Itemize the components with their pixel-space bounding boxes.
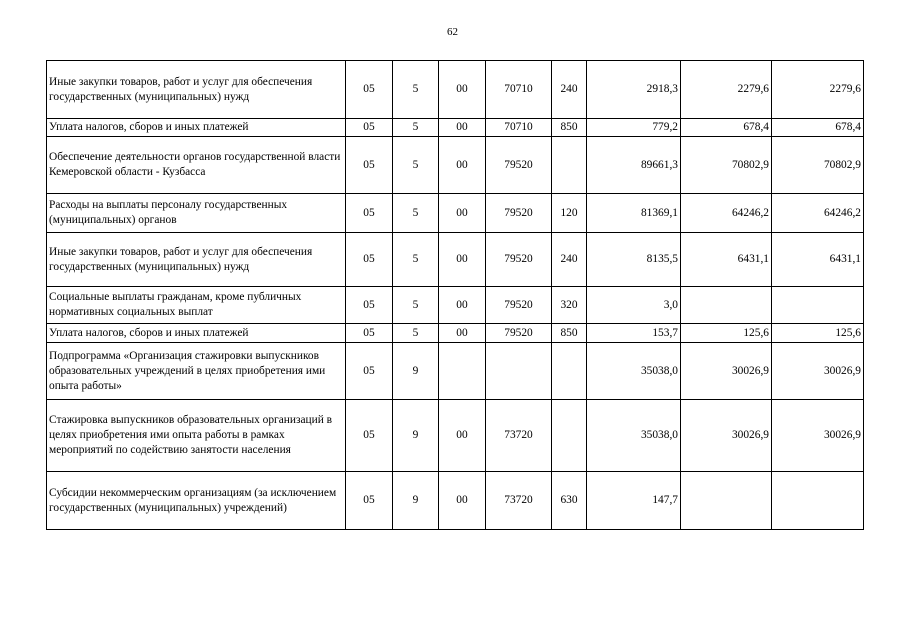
cell-value-1: 147,7: [587, 472, 681, 530]
cell-section: 05: [346, 194, 393, 233]
cell-name: Стажировка выпускников образовательных организаций в целях приобретения ими опыта работы в рамках мероприятий по содействию занятости населения: [47, 400, 346, 472]
cell-expense-type: [552, 137, 587, 194]
cell-value-3: 6431,1: [772, 233, 864, 287]
cell-section: 05: [346, 472, 393, 530]
page-number: 62: [447, 26, 458, 38]
cell-program: 00: [439, 287, 486, 324]
cell-target: 79520: [486, 287, 552, 324]
cell-value-3: 125,6: [772, 324, 864, 343]
cell-section: 05: [346, 324, 393, 343]
cell-subsection: 9: [393, 472, 439, 530]
cell-name: Уплата налогов, сборов и иных платежей: [47, 119, 346, 137]
cell-subsection: 9: [393, 343, 439, 400]
cell-program: 00: [439, 324, 486, 343]
cell-section: 05: [346, 343, 393, 400]
cell-target: 79520: [486, 324, 552, 343]
table-row: [47, 324, 864, 343]
cell-value-2: 678,4: [681, 119, 772, 137]
cell-name: Иные закупки товаров, работ и услуг для обеспечения государственных (муниципальных) нужд: [47, 233, 346, 287]
table-row: [47, 61, 864, 119]
cell-value-3: 678,4: [772, 119, 864, 137]
table-row: [47, 472, 864, 530]
cell-name: Социальные выплаты гражданам, кроме публичных нормативных социальных выплат: [47, 287, 346, 324]
table-body: [47, 61, 864, 530]
cell-value-3: [772, 287, 864, 324]
cell-name: Обеспечение деятельности органов государственной власти Кемеровской области - Кузбасса: [47, 137, 346, 194]
cell-subsection: 5: [393, 287, 439, 324]
cell-name: Расходы на выплаты персоналу государственных (муниципальных) органов: [47, 194, 346, 233]
cell-program: 00: [439, 194, 486, 233]
cell-target: 73720: [486, 472, 552, 530]
table-row: [47, 287, 864, 324]
cell-subsection: 5: [393, 119, 439, 137]
cell-target: 70710: [486, 61, 552, 119]
cell-name: Иные закупки товаров, работ и услуг для обеспечения государственных (муниципальных) нужд: [47, 61, 346, 119]
cell-program: 00: [439, 137, 486, 194]
cell-program: 00: [439, 61, 486, 119]
cell-value-1: 8135,5: [587, 233, 681, 287]
cell-name: Подпрограмма «Организация стажировки выпускников образовательных учреждений в целях приобретения ими опыта работы»: [47, 343, 346, 400]
cell-subsection: 5: [393, 194, 439, 233]
table-row: [47, 233, 864, 287]
cell-program: [439, 343, 486, 400]
cell-value-2: 30026,9: [681, 343, 772, 400]
cell-subsection: 5: [393, 324, 439, 343]
table-row: [47, 194, 864, 233]
table-row: [47, 119, 864, 137]
cell-value-1: 35038,0: [587, 343, 681, 400]
cell-section: 05: [346, 137, 393, 194]
cell-value-2: 70802,9: [681, 137, 772, 194]
cell-section: 05: [346, 61, 393, 119]
cell-value-3: 2279,6: [772, 61, 864, 119]
cell-section: 05: [346, 287, 393, 324]
cell-value-3: 64246,2: [772, 194, 864, 233]
cell-value-2: 64246,2: [681, 194, 772, 233]
cell-name: Уплата налогов, сборов и иных платежей: [47, 324, 346, 343]
cell-value-2: 6431,1: [681, 233, 772, 287]
cell-value-2: [681, 287, 772, 324]
cell-expense-type: 630: [552, 472, 587, 530]
cell-value-1: 81369,1: [587, 194, 681, 233]
cell-target: 79520: [486, 233, 552, 287]
cell-expense-type: 850: [552, 324, 587, 343]
cell-subsection: 9: [393, 400, 439, 472]
cell-value-1: 153,7: [587, 324, 681, 343]
cell-subsection: 5: [393, 233, 439, 287]
table-row: [47, 137, 864, 194]
cell-value-1: 35038,0: [587, 400, 681, 472]
cell-value-2: 30026,9: [681, 400, 772, 472]
cell-value-3: [772, 472, 864, 530]
cell-expense-type: 850: [552, 119, 587, 137]
cell-expense-type: 320: [552, 287, 587, 324]
cell-value-2: [681, 472, 772, 530]
cell-name: Субсидии некоммерческим организациям (за исключением государственных (муниципальных) учреждений): [47, 472, 346, 530]
cell-value-2: 2279,6: [681, 61, 772, 119]
cell-value-3: 70802,9: [772, 137, 864, 194]
cell-subsection: 5: [393, 61, 439, 119]
cell-program: 00: [439, 119, 486, 137]
cell-subsection: 5: [393, 137, 439, 194]
cell-program: 00: [439, 233, 486, 287]
table-row: [47, 400, 864, 472]
cell-value-1: 89661,3: [587, 137, 681, 194]
table-row: [47, 343, 864, 400]
cell-expense-type: [552, 343, 587, 400]
cell-value-1: 779,2: [587, 119, 681, 137]
cell-target: 79520: [486, 137, 552, 194]
cell-section: 05: [346, 233, 393, 287]
cell-value-1: 3,0: [587, 287, 681, 324]
cell-section: 05: [346, 400, 393, 472]
cell-expense-type: 240: [552, 61, 587, 119]
cell-target: 70710: [486, 119, 552, 137]
cell-value-3: 30026,9: [772, 343, 864, 400]
budget-table: [46, 60, 864, 530]
cell-value-3: 30026,9: [772, 400, 864, 472]
cell-expense-type: [552, 400, 587, 472]
cell-program: 00: [439, 400, 486, 472]
cell-target: 79520: [486, 194, 552, 233]
cell-value-2: 125,6: [681, 324, 772, 343]
cell-program: 00: [439, 472, 486, 530]
cell-expense-type: 240: [552, 233, 587, 287]
cell-section: 05: [346, 119, 393, 137]
cell-value-1: 2918,3: [587, 61, 681, 119]
cell-target: 73720: [486, 400, 552, 472]
cell-target: [486, 343, 552, 400]
cell-expense-type: 120: [552, 194, 587, 233]
